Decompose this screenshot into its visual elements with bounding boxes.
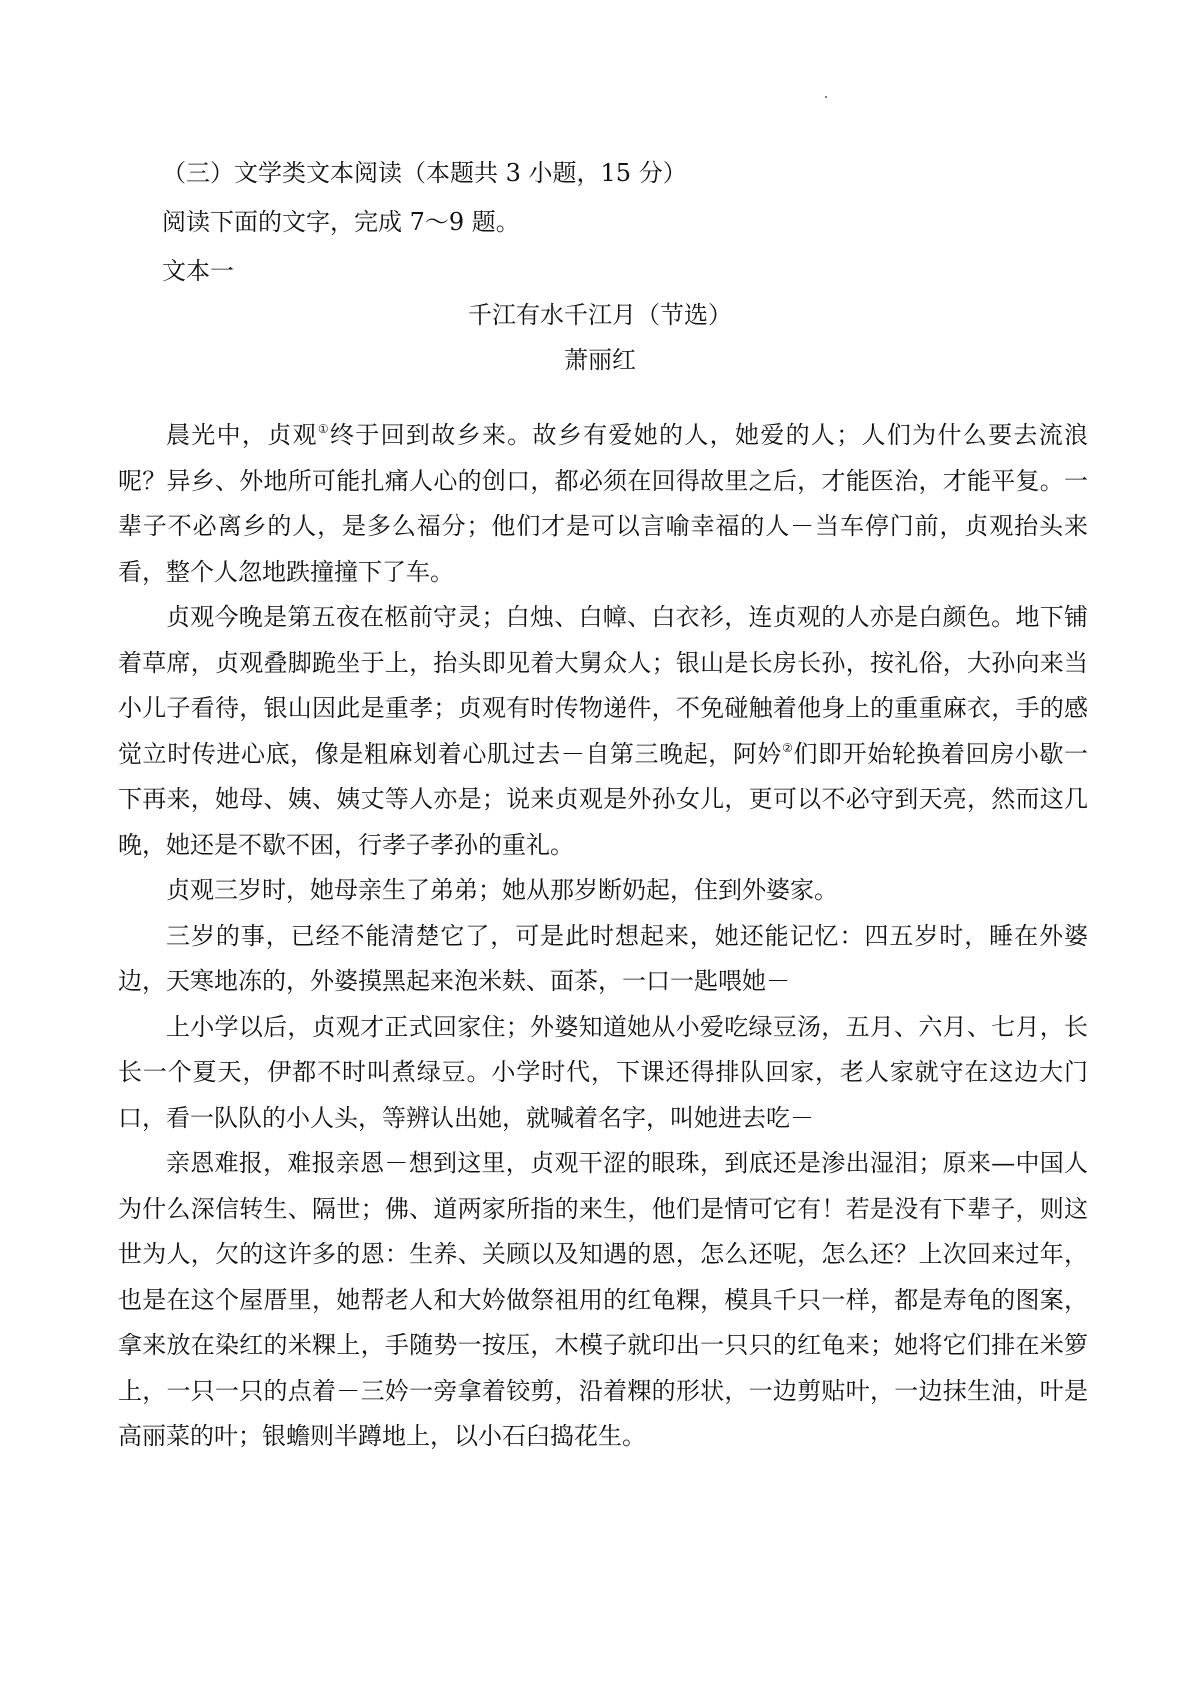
text-label: 文本一 (162, 257, 234, 285)
paragraph: 三岁的事，已经不能清楚它了，可是此时想起来，她还能记忆：四五岁时，睡在外婆边，天寒地冻的，外婆摸黑起来泡米麸、面茶，一口一匙喂她－ (118, 921, 1088, 995)
footnote-marker-2: ② (782, 740, 794, 755)
paragraph: 贞观三岁时，她母亲生了弟弟；她从那岁断奶起，住到外婆家。 (166, 876, 838, 904)
story-title: 千江有水千江月（节选） (468, 301, 732, 329)
scan-speck (825, 96, 827, 98)
reading-instruction: 阅读下面的文字，完成 7～9 题。 (162, 208, 520, 236)
story-author: 萧丽红 (564, 346, 636, 374)
paragraph (118, 413, 1088, 595)
footnote-marker-1: ① (317, 422, 330, 436)
paragraph (118, 595, 1088, 868)
paragraph-text: 晨光中，贞观 (166, 421, 318, 449)
paragraph: 亲恩难报，难报亲恩－想到这里，贞观干涩的眼珠，到底还是渗出湿泪；原来—中国人为什么深信转生、隔世；佛、道两家所指的来生，他们是情可它有！若是没有下辈子，则这世为人，欠的这许多的恩：生养、关顾以及知遇的恩，怎么还呢，怎么还？上次回来过年，也是在这个屋厝里，她帮老人和大妗做祭祖用的红龟粿，模具千只一样，都是寿龟的图案，拿来放在染红的米粿上，手随势一按压，木模子就印出一只只的红龟来；她将它们排在米箩上，一只一只的点着－三妗一旁拿着铰剪，沿着粿的形状，一边剪贴叶，一边抹生油，叶是高丽菜的叶；银蟾则半蹲地上，以小石臼捣花生。 (118, 1149, 1088, 1450)
paragraph-text: 终于回到故乡来。故乡有爱她的人，她爱的人；人们为什么要去流浪呢？异乡、外地所可能扎痛人心的创口，都必须在回得故里之后，才能医治，才能平复。一辈子不必离乡的人，是多么福分；他们才是可以言喻幸福的人－当车停门前，贞观抬头来看，整个人忽地跌撞撞下了车。 (118, 421, 1089, 586)
story-body (118, 413, 1088, 1460)
paragraph-text: 贞观今晚是第五夜在柩前守灵；白烛、白幛、白衣衫，连贞观的人亦是白颜色。地下铺着草席，贞观叠脚跪坐于上，抬头即见着大舅众人；银山是长房长孙，按礼俗，大孙向来当小儿子看待，银山因此是重孝；贞观有时传物递件，不免碰触着他身上的重重麻衣，手的感觉立时传进心底，像是粗麻划着心肌过去－自第三晚起，阿妗 (118, 603, 1088, 768)
paragraph-text: 们即开始轮换着回房小歇一下再来，她母、姨、姨丈等人亦是；说来贞观是外孙女儿，更可以不必守到天亮，然而这几晚，她还是不歇不困，行孝子孝孙的重礼。 (118, 739, 1089, 859)
paragraph: 上小学以后，贞观才正式回家住；外婆知道她从小爱吃绿豆汤，五月、六月、七月，长长一个夏天，伊都不时叫煮绿豆。小学时代，下课还得排队回家，老人家就守在这边大门口，看一队队的小人头，等辨认出她，就喊着名字，叫她进去吃－ (118, 1012, 1088, 1132)
section-heading: （三）文学类文本阅读（本题共 3 小题，15 分） (162, 159, 687, 187)
